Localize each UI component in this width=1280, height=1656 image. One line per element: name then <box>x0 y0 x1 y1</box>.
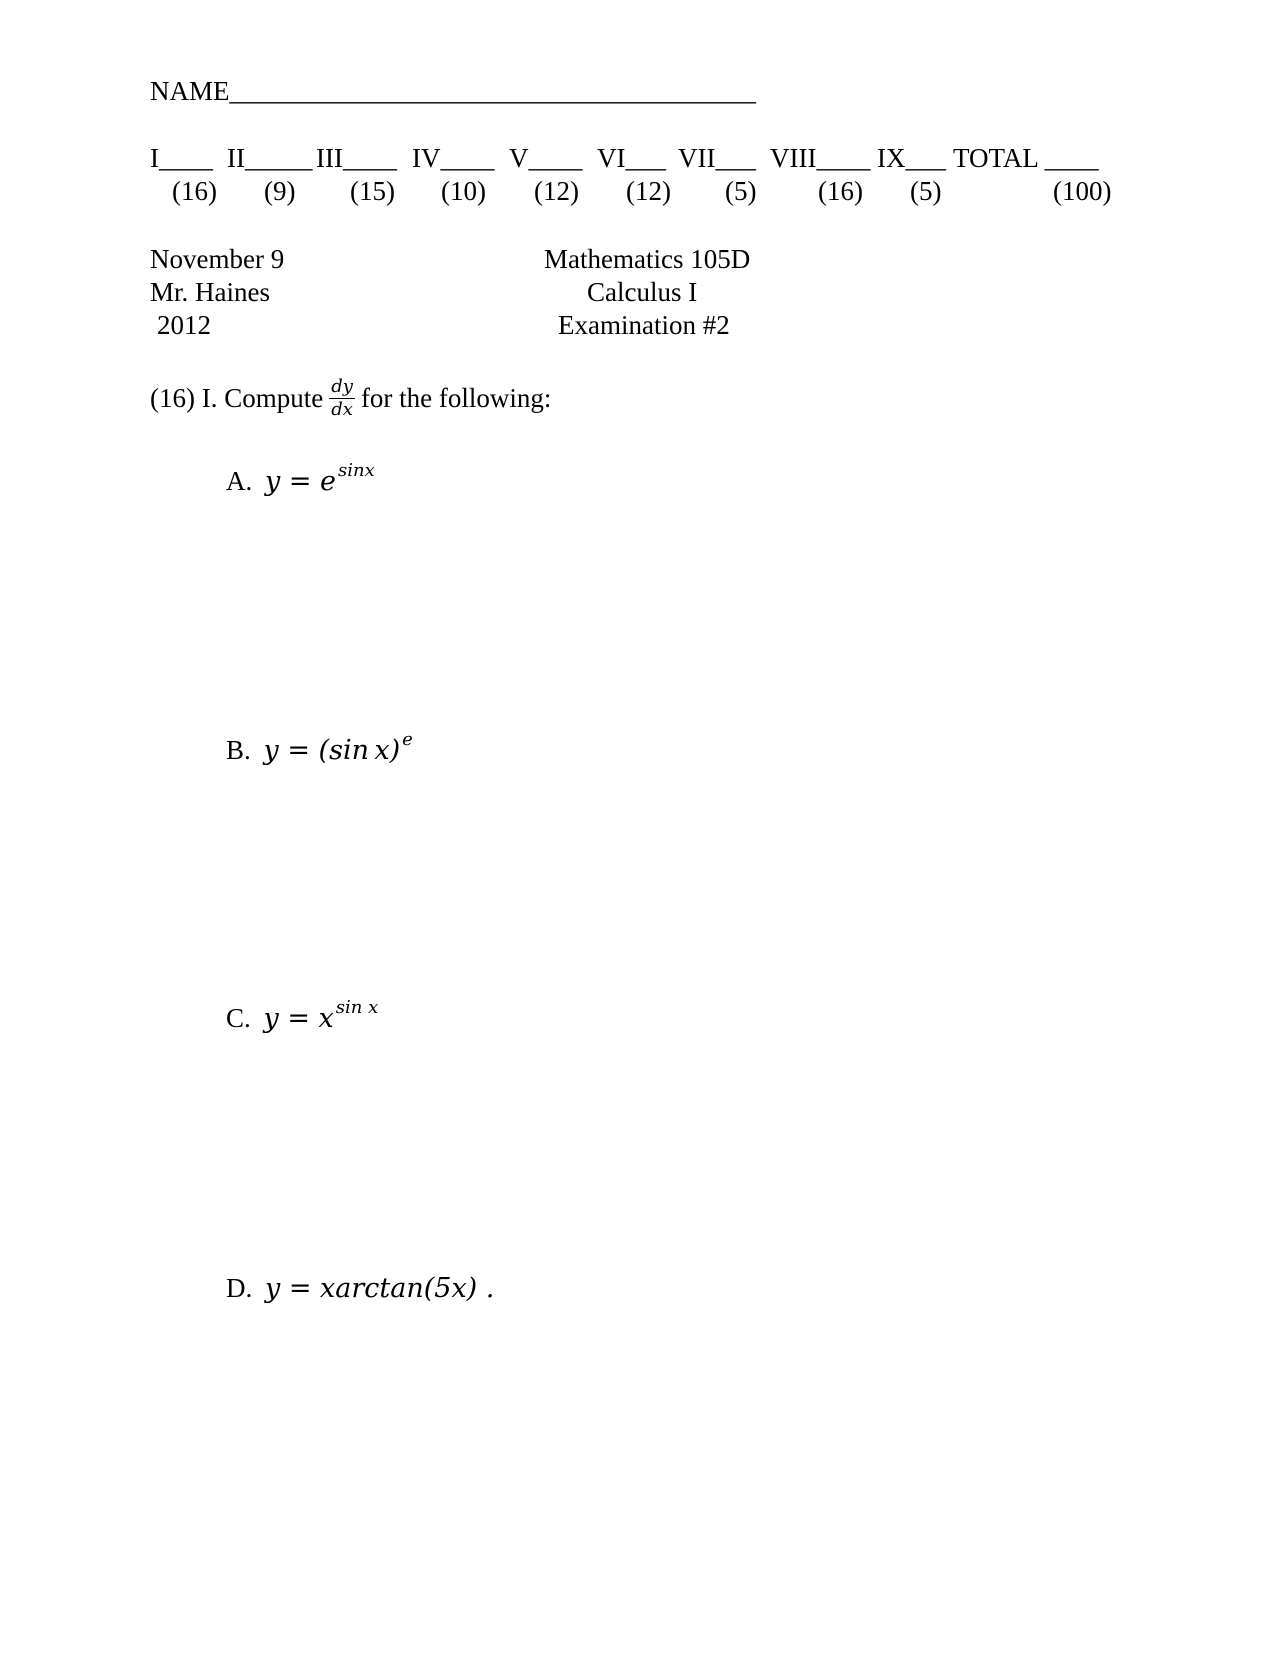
question-1-part-c <box>226 997 379 1034</box>
score-points: (16) <box>172 176 217 206</box>
name-label: NAME <box>150 76 230 106</box>
score-points: (10) <box>441 176 486 206</box>
course-title: Mathematics 105D <box>544 244 751 274</box>
score-section-label: IV____ <box>412 143 495 173</box>
part-exponent: sinx <box>338 460 375 481</box>
instructor-name: Mr. Haines <box>150 277 270 307</box>
score-section-label: VI___ <box>597 143 666 173</box>
question-1-part-d <box>226 1275 494 1302</box>
fraction-numerator: dy <box>331 376 353 397</box>
score-section-label: III____ <box>316 143 397 173</box>
score-section-label: IX___ <box>877 143 946 173</box>
exam-date: November 9 <box>150 244 285 274</box>
score-section-label: VII___ <box>678 143 756 173</box>
score-points: (9) <box>264 176 296 206</box>
part-equation: y = xarctan(5x) . <box>265 1273 495 1304</box>
question-1-part-a <box>226 460 375 497</box>
name-line <box>150 78 756 105</box>
score-section-label: V____ <box>509 143 583 173</box>
score-section-label: VIII____ <box>770 143 871 173</box>
part-letter: D. <box>226 1273 253 1303</box>
score-points: (15) <box>350 176 395 206</box>
question-1-prompt <box>150 378 551 419</box>
question-1-part-b <box>226 729 413 766</box>
score-section-label: I____ <box>150 143 213 173</box>
part-equation: y = x <box>263 1003 334 1034</box>
part-letter: A. <box>226 466 253 496</box>
fraction-denominator: dx <box>331 399 353 420</box>
exam-year: 2012 <box>157 310 211 340</box>
part-equation: y = (sin x) <box>263 735 401 766</box>
score-total-points: (100) <box>1053 176 1112 206</box>
score-points: (12) <box>534 176 579 206</box>
part-letter: B. <box>226 735 251 765</box>
part-exponent: e <box>402 729 413 750</box>
part-exponent: sin x <box>335 997 379 1018</box>
score-points: (16) <box>818 176 863 206</box>
derivative-fraction <box>329 378 355 419</box>
score-points: (5) <box>910 176 942 206</box>
question-1-suffix: for the following: <box>360 383 552 413</box>
part-letter: C. <box>226 1003 251 1033</box>
score-points: (5) <box>725 176 757 206</box>
score-total-label: TOTAL ____ <box>953 143 1099 173</box>
exam-title: Examination #2 <box>558 310 730 340</box>
course-subtitle: Calculus I <box>587 277 698 307</box>
part-equation: y = e <box>265 466 337 497</box>
name-blank: _______________________________________ <box>229 76 756 106</box>
score-section-label: II_____ <box>227 143 313 173</box>
score-points: (12) <box>626 176 671 206</box>
question-1-prefix: (16) I. Compute <box>150 383 324 413</box>
